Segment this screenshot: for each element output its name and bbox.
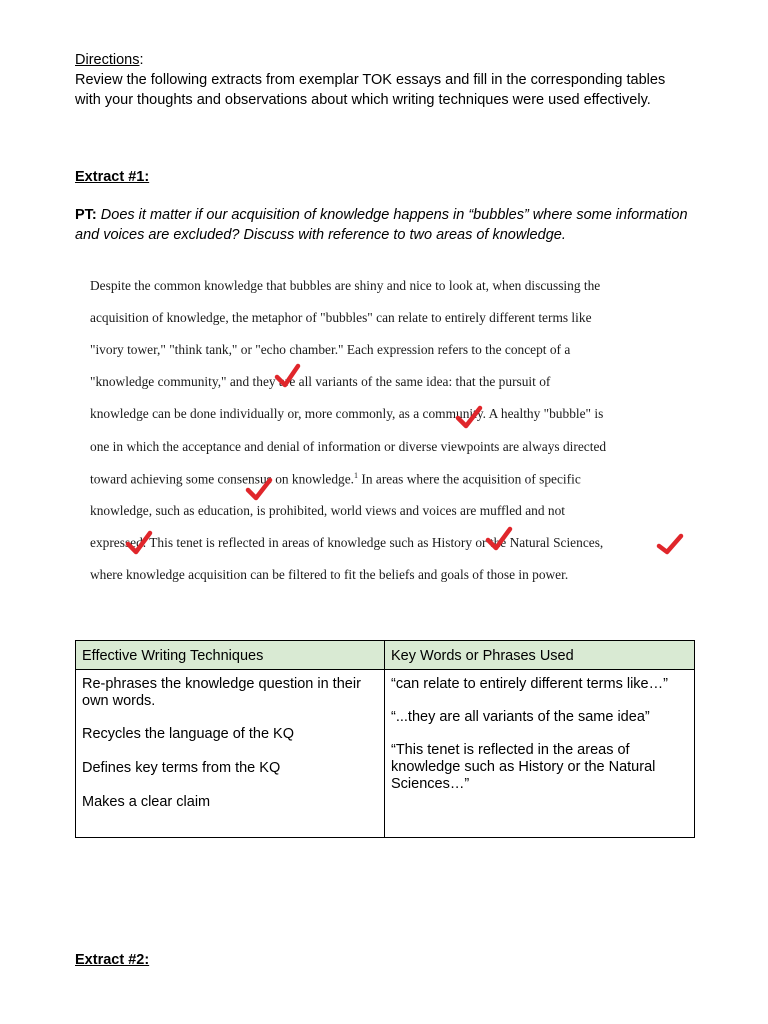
essay-line: "ivory tower," "think tank," or "echo chamber." Each expression refers to the concept of a [90,342,571,357]
techniques-table [75,640,695,838]
phrase-item: “This tenet is reflected in the areas of knowledge such as History or the Natural Sciences…” [391,742,656,792]
technique-item: Recycles the language of the KQ [82,726,294,742]
footnote-marker: 1 [354,471,359,480]
essay-line [90,471,581,487]
table-header-row [76,641,695,670]
essay-line: where knowledge acquisition can be filtered to fit the beliefs and goals of those in power. [90,567,569,582]
directions-text: Review the following extracts from exemplar TOK essays and fill in the corresponding tables with your thoughts and observations about which writing techniques were used effectively. [75,72,666,108]
extract-2-heading: Extract #2: [75,952,150,968]
essay-line: acquisition of knowledge, the metaphor of "bubbles" can relate to entirely different terms like [90,310,592,325]
table-row [76,670,695,838]
phrase-item: “...they are all variants of the same idea” [391,709,650,725]
column-header-phrases: Key Words or Phrases Used [385,641,695,670]
essay-line: "knowledge community," and they are all variants of the same idea: that the pursuit of [90,374,551,389]
directions-label [75,52,144,68]
essay-line-text: In areas where the acquisition of specific [358,471,581,487]
column-header-techniques: Effective Writing Techniques [76,641,385,670]
directions-colon: : [139,52,144,68]
essay-line: Despite the common knowledge that bubbles are shiny and nice to look at, when discussing the [90,278,601,293]
phrase-item: “can relate to entirely different terms like…” [391,676,668,692]
techniques-cell[interactable] [76,670,385,838]
essay-line: expressed. This tenet is reflected in areas of knowledge such as History or the Natural Sciences, [90,535,604,550]
essay-line-text: toward achieving some consensus on knowledge. [90,471,355,487]
pt-question: Does it matter if our acquisition of knowledge happens in “bubbles” where some information and voices are excluded? Discuss with reference to two areas of knowledge. [75,207,688,243]
essay-line: one in which the acceptance and denial of information or diverse viewpoints are always directed [90,439,607,454]
extract-1-heading: Extract #1: [75,169,150,185]
directions-label-text: Directions [75,52,140,68]
essay-line: knowledge can be done individually or, more commonly, as a community. A healthy "bubble" is [90,406,604,421]
technique-item: Makes a clear claim [82,794,211,810]
essay-line: knowledge, such as education, is prohibited, world views and voices are muffled and not [90,503,566,518]
phrases-cell[interactable] [385,670,695,838]
prescribed-title [75,206,695,245]
technique-item: Re-phrases the knowledge question in their own words. [82,676,361,709]
pt-label: PT: [75,207,97,223]
technique-item: Defines key terms from the KQ [82,760,281,776]
essay-excerpt-scan [84,270,684,600]
